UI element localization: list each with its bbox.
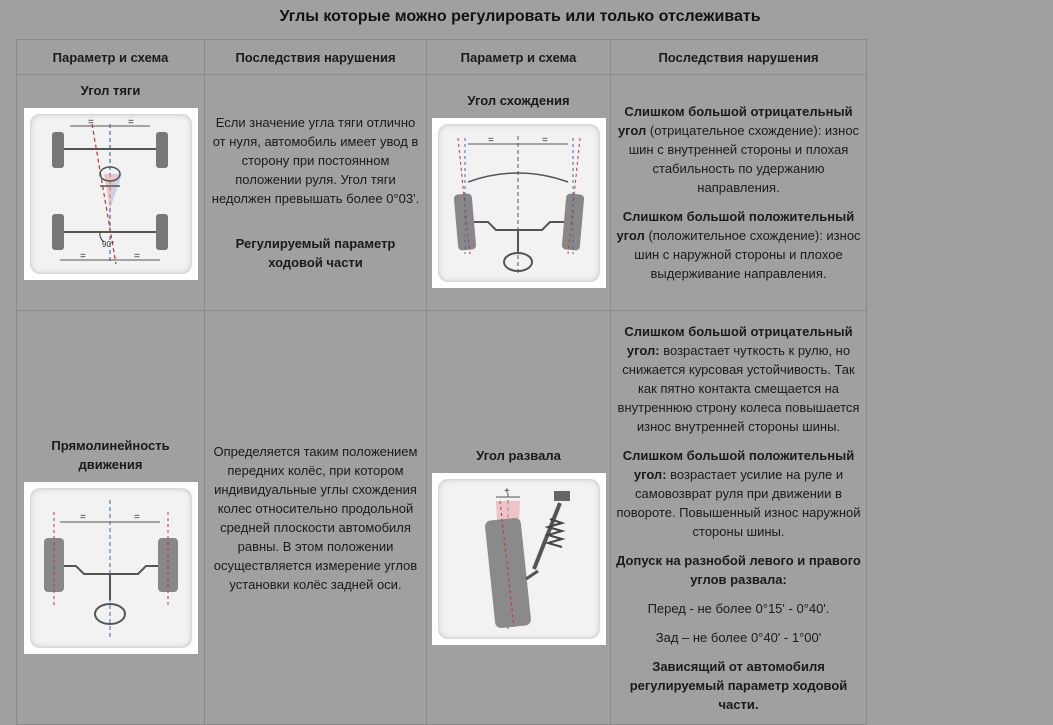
eq-straight-right: =	[133, 512, 140, 523]
table-row	[17, 311, 867, 725]
straight-driving-cell	[17, 311, 205, 725]
thrust-angle-label: Угол тяги	[80, 83, 141, 98]
page-title: Углы которые можно регулировать или только отслеживать	[279, 8, 761, 25]
header-param-1: Параметр и схема	[17, 40, 205, 75]
eq-straight-left: =	[79, 512, 86, 523]
camber-angle-effects	[611, 311, 867, 725]
straight-driving-diagram	[24, 482, 198, 654]
thrust-angle-note: Регулируемый параметр ходовой части	[235, 236, 396, 270]
header-effects-2: Последствия нарушения	[611, 40, 867, 75]
header-row	[17, 40, 867, 75]
table-row	[17, 75, 867, 311]
camber-neg-title: Слишком большой отрицательный угол:	[624, 323, 853, 358]
camber-pos-title: Слишком большой положительный угол:	[622, 447, 855, 482]
eq-front-left: =	[87, 117, 94, 128]
thrust-angle-diagram	[24, 108, 198, 280]
toe-angle-effects	[611, 75, 867, 311]
thrust-angle-cell	[17, 75, 205, 311]
camber-note: Зависящий от автомобиля регулируемый параметр ходовой части.	[629, 658, 848, 712]
toe-angle-label: Угол схождения	[467, 93, 570, 108]
toe-angle-cell	[427, 75, 611, 311]
plus-label: +	[503, 485, 510, 497]
eq-rear-left: =	[79, 251, 86, 262]
camber-tolerance-title: Допуск на разнобой левого и правого углов развала:	[616, 552, 861, 587]
thrust-angle-effects	[205, 75, 427, 311]
camber-tolerance-rear: Зад – не более 0°40' - 1°00'	[655, 629, 822, 645]
toe-neg-title: Слишком большой отрицательный угол	[617, 104, 853, 138]
toe-angle-diagram	[432, 118, 606, 288]
header-effects-1: Последствия нарушения	[205, 40, 427, 75]
eq-toe-left: =	[487, 135, 494, 146]
camber-angle-label: Угол развала	[476, 447, 561, 463]
angle-90-label: 90°	[101, 240, 114, 249]
straight-driving-description: Определяется таким положением передних колёс, при котором индивидуальные углы схождения колес относительно продольной средней плоскости автомобиля равны. В этом положении осуществляется измерение углов установки колёс задней оси.	[213, 443, 418, 592]
toe-pos-text: (положительное схождение): износ шин с наружной стороны и плохое выдерживание направления.	[634, 228, 861, 281]
camber-angle-cell	[427, 311, 611, 725]
straight-driving-label: Прямолинейность движения	[51, 438, 170, 472]
eq-toe-right: =	[541, 135, 548, 146]
camber-tolerance-front: Перед - не более 0°15' - 0°40'.	[647, 600, 830, 616]
header-param-2: Параметр и схема	[427, 40, 611, 75]
camber-neg-text: возрастает чуткость к рулю, но снижается курсовая устойчивость. Так как пятно контакта смещается на внутреннюю строну колеса повышается износ внутренней стороны шины.	[617, 342, 860, 434]
toe-pos-title: Слишком большой положительный угол	[616, 209, 855, 243]
camber-angle-diagram	[432, 473, 606, 645]
thrust-angle-description: Если значение угла тяги отлично от нуля, автомобиль имеет увод в сторону при постоянном положении руля. Угол тяги недолжен превышать более 0°03'.	[211, 115, 420, 206]
straight-driving-effects	[205, 311, 427, 725]
toe-neg-text: (отрицательное схождение): износ шин с внутренней стороны и плохая стабильность по удержанию направления.	[628, 123, 860, 195]
eq-rear-right: =	[133, 251, 140, 262]
eq-front-right: =	[127, 117, 134, 128]
camber-pos-text: возрастает усилие на руле и самовозврат руля при движении в повороте. Повышенный износ наружной стороны шины.	[616, 466, 861, 539]
alignment-table	[16, 39, 867, 725]
